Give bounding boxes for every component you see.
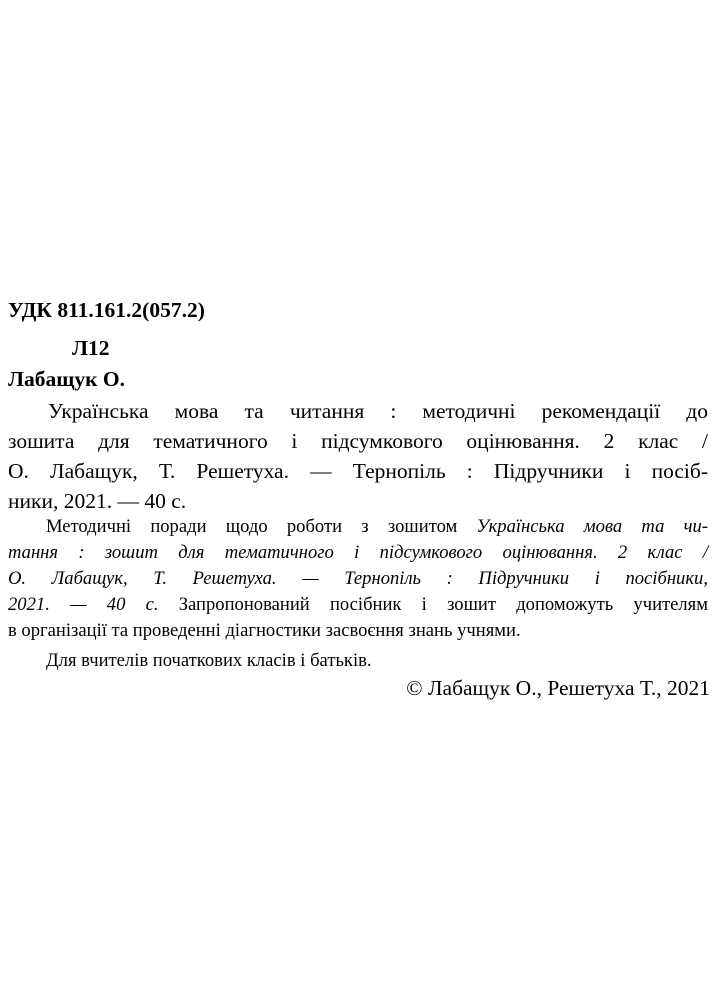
abstract-title-italic: тання : зошит для тематичного і підсумкового оцінювання. 2 клас / bbox=[8, 542, 708, 563]
catalog-code: Л12 bbox=[72, 336, 110, 360]
abstract-text: Запропонований посібник і зошит допоможуть учителям bbox=[158, 594, 708, 615]
abstract-line bbox=[8, 592, 708, 618]
abstract-line bbox=[8, 514, 708, 540]
abstract-title-italic: О. Лабащук, Т. Решетуха. — Тернопіль : Підручники і посібники, bbox=[8, 568, 708, 589]
bibliography-line: Українська мова та читання : методичні рекомендації до bbox=[48, 399, 708, 423]
abstract-line bbox=[8, 540, 708, 566]
bibliography-line: зошита для тематичного і підсумкового оцінювання. 2 клас / bbox=[8, 429, 708, 453]
abstract bbox=[8, 514, 708, 644]
copyright-notice: © Лабащук О., Решетуха Т., 2021 bbox=[406, 676, 710, 700]
bibliography-line: О. Лабащук, Т. Решетуха. — Тернопіль : Підручники і посіб- bbox=[8, 459, 708, 483]
abstract-line bbox=[8, 618, 708, 644]
abstract-line bbox=[8, 566, 708, 592]
abstract-title-italic: Українська мова та чи- bbox=[476, 516, 708, 537]
audience-note: Для вчителів початкових класів і батьків. bbox=[46, 650, 372, 671]
abstract-text: в організації та проведенні діагностики засвоєння знань учнями. bbox=[8, 620, 521, 641]
bibliographic-description bbox=[8, 396, 708, 516]
abstract-text: Методичні поради щодо роботи з зошитом bbox=[46, 516, 477, 537]
bibliography-line: ники, 2021. — 40 с. bbox=[8, 489, 187, 513]
abstract-title-italic: 2021. — 40 с. bbox=[8, 594, 159, 615]
author-name: Лабащук О. bbox=[8, 367, 126, 391]
udk-code: УДК 811.161.2(057.2) bbox=[8, 298, 205, 322]
